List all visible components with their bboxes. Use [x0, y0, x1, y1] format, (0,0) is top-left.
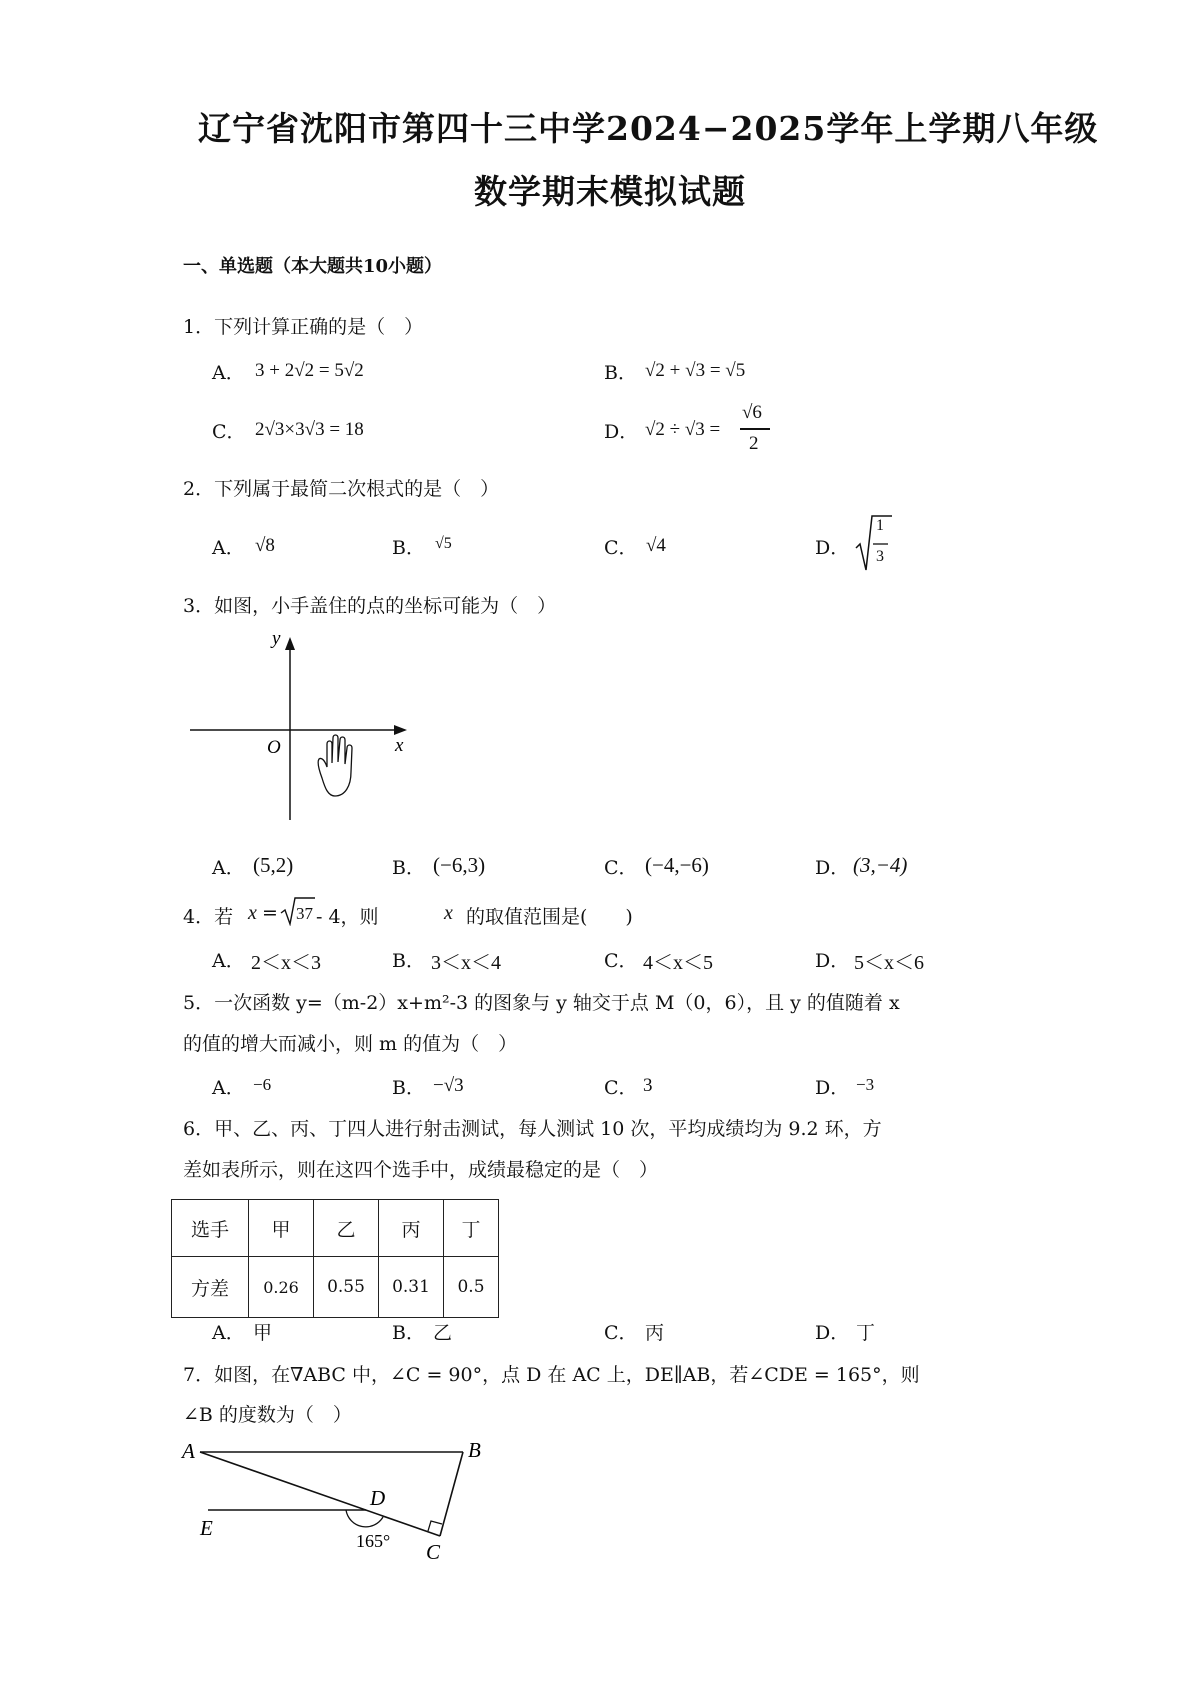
q4-option-a-expr: 2＜x＜3: [251, 952, 321, 974]
q6-option-a-label: A．: [212, 1322, 245, 1344]
q1-option-b-expr: √2 + √3 = √5: [645, 360, 746, 381]
table-cell: 选手: [172, 1200, 249, 1257]
q1-option-c-expr: 2√3×3√3 = 18: [255, 419, 364, 440]
question-7-line1: 7．如图，在∇ABC 中，∠C = 90°，点 D 在 AC 上，DE∥AB，若∠CDE = 165°，则: [183, 1364, 920, 1386]
q3-option-d-expr: (3,−4): [853, 853, 908, 877]
q1-option-a-label: A．: [212, 362, 245, 384]
vertex-c-label: C: [426, 1540, 441, 1564]
q5-option-a-expr: −6: [253, 1075, 272, 1094]
q6-option-d-expr: 丁: [856, 1322, 876, 1344]
q6-option-c-expr: 丙: [645, 1322, 665, 1344]
q3-option-d-label: D．: [815, 857, 850, 879]
q1-option-d-lhs: √2 ÷ √3 =: [645, 419, 721, 440]
page-title-line1: 辽宁省沈阳市第四十三中学2024−2025学年上学期八年级: [198, 109, 1099, 148]
question-6-line2: 差如表所示，则在这四个选手中，成绩最稳定的是（ ）: [183, 1159, 659, 1181]
q2-option-d-label: D．: [815, 537, 850, 559]
question-5-line1: 5．一次函数 y=（m-2）x+m²-3 的图象与 y 轴交于点 M（0，6），且 y 的值随着 x: [183, 992, 900, 1014]
vertex-b-label: B: [468, 1438, 481, 1462]
table-cell: 丁: [444, 1200, 499, 1257]
q2-option-a-expr: √8: [255, 535, 275, 556]
q1-option-d-frac-den: 2: [749, 433, 759, 454]
x-axis-label: x: [395, 735, 404, 756]
q1-option-b-label: B．: [604, 362, 637, 384]
y-axis-label: y: [272, 630, 281, 649]
q5-option-b-label: B．: [392, 1077, 425, 1099]
q2-option-b-expr: √5: [435, 535, 452, 552]
q5-option-b-expr: −√3: [433, 1075, 464, 1096]
question-4-rest: - 4，则: [316, 906, 379, 928]
q4-option-c-label: C．: [604, 950, 638, 972]
question-7-line2: ∠B 的度数为（ ）: [183, 1404, 352, 1426]
origin-label: O: [267, 737, 281, 758]
q6-option-d-label: D．: [815, 1322, 850, 1344]
q1-option-c-label: C．: [212, 421, 246, 443]
q2-option-d-frac-den: 3: [876, 548, 884, 565]
section-heading: 一、单选题（本大题共10小题）: [183, 256, 443, 277]
q3-option-b-label: B．: [392, 857, 425, 879]
q4-option-b-expr: 3＜x＜4: [431, 952, 501, 974]
q7-triangle-figure: [178, 1435, 488, 1565]
table-cell: 方差: [172, 1257, 249, 1318]
q5-option-d-label: D．: [815, 1077, 850, 1099]
q6-option-a-expr: 甲: [253, 1322, 273, 1344]
q2-option-c-expr: √4: [646, 535, 666, 556]
question-4-prefix: 4．若: [183, 906, 234, 928]
table-cell: 乙: [314, 1200, 379, 1257]
q3-option-c-expr: (−4,−6): [645, 853, 709, 877]
table-cell: 0.31: [379, 1257, 444, 1318]
table-cell: 0.26: [249, 1257, 314, 1318]
q4-option-c-expr: 4＜x＜5: [643, 952, 713, 974]
question-4-x: x: [248, 902, 257, 924]
point-d-label: D: [370, 1486, 386, 1510]
q2-option-b-label: B．: [392, 537, 425, 559]
table-cell: 甲: [249, 1200, 314, 1257]
q1-option-d-label: D．: [604, 421, 639, 443]
question-4-eq: =: [262, 902, 278, 924]
question-4-radicand: 37: [296, 904, 313, 923]
table-cell: 丙: [379, 1200, 444, 1257]
question-4-x2: x: [444, 902, 453, 924]
q3-coordinate-figure: [185, 630, 415, 825]
hand-icon: [318, 735, 352, 796]
q3-option-b-expr: (−6,3): [433, 853, 486, 877]
q1-option-d-frac-bar: [740, 428, 770, 430]
q1-option-d-frac-num: √6: [742, 402, 762, 423]
variance-table-header-row: [172, 1200, 499, 1257]
q6-option-b-expr: 乙: [433, 1322, 453, 1344]
question-3-stem: 3．如图，小手盖住的点的坐标可能为（ ）: [183, 595, 557, 617]
q4-option-a-label: A．: [212, 950, 245, 972]
table-cell: 0.55: [314, 1257, 379, 1318]
question-4-tail: 的取值范围是( ): [466, 906, 633, 928]
q5-option-c-label: C．: [604, 1077, 638, 1099]
q4-option-b-label: B．: [392, 950, 425, 972]
variance-table: [171, 1199, 499, 1318]
q4-option-d-expr: 5＜x＜6: [854, 952, 924, 974]
question-1-stem: 1．下列计算正确的是（ ）: [183, 316, 424, 338]
q5-option-d-expr: −3: [856, 1075, 875, 1094]
question-2-stem: 2．下列属于最简二次根式的是（ ）: [183, 478, 500, 500]
q6-option-b-label: B．: [392, 1322, 425, 1344]
q2-option-a-label: A．: [212, 537, 245, 559]
q3-option-a-expr: (5,2): [253, 853, 294, 877]
q2-option-d-radical: [854, 514, 894, 574]
q6-option-c-label: C．: [604, 1322, 638, 1344]
page-title-line2: 数学期末模拟试题: [474, 172, 746, 211]
q4-option-d-label: D．: [815, 950, 850, 972]
angle-165-label: 165°: [356, 1531, 391, 1551]
q5-option-a-label: A．: [212, 1077, 245, 1099]
question-5-line2: 的值的增大而减小，则 m 的值为（ ）: [183, 1033, 518, 1055]
q3-option-a-label: A．: [212, 857, 245, 879]
q5-option-c-expr: 3: [643, 1075, 653, 1096]
q2-option-d-frac-num: 1: [876, 517, 884, 534]
point-e-label: E: [200, 1516, 213, 1540]
q3-option-c-label: C．: [604, 857, 638, 879]
question-6-line1: 6．甲、乙、丙、丁四人进行射击测试，每人测试 10 次，平均成绩均为 9.2 环，方: [183, 1118, 882, 1140]
table-cell: 0.5: [444, 1257, 499, 1318]
variance-table-value-row: [172, 1257, 499, 1318]
vertex-a-label: A: [182, 1439, 195, 1463]
q1-option-a-expr: 3 + 2√2 = 5√2: [255, 360, 364, 381]
q2-option-c-label: C．: [604, 537, 638, 559]
